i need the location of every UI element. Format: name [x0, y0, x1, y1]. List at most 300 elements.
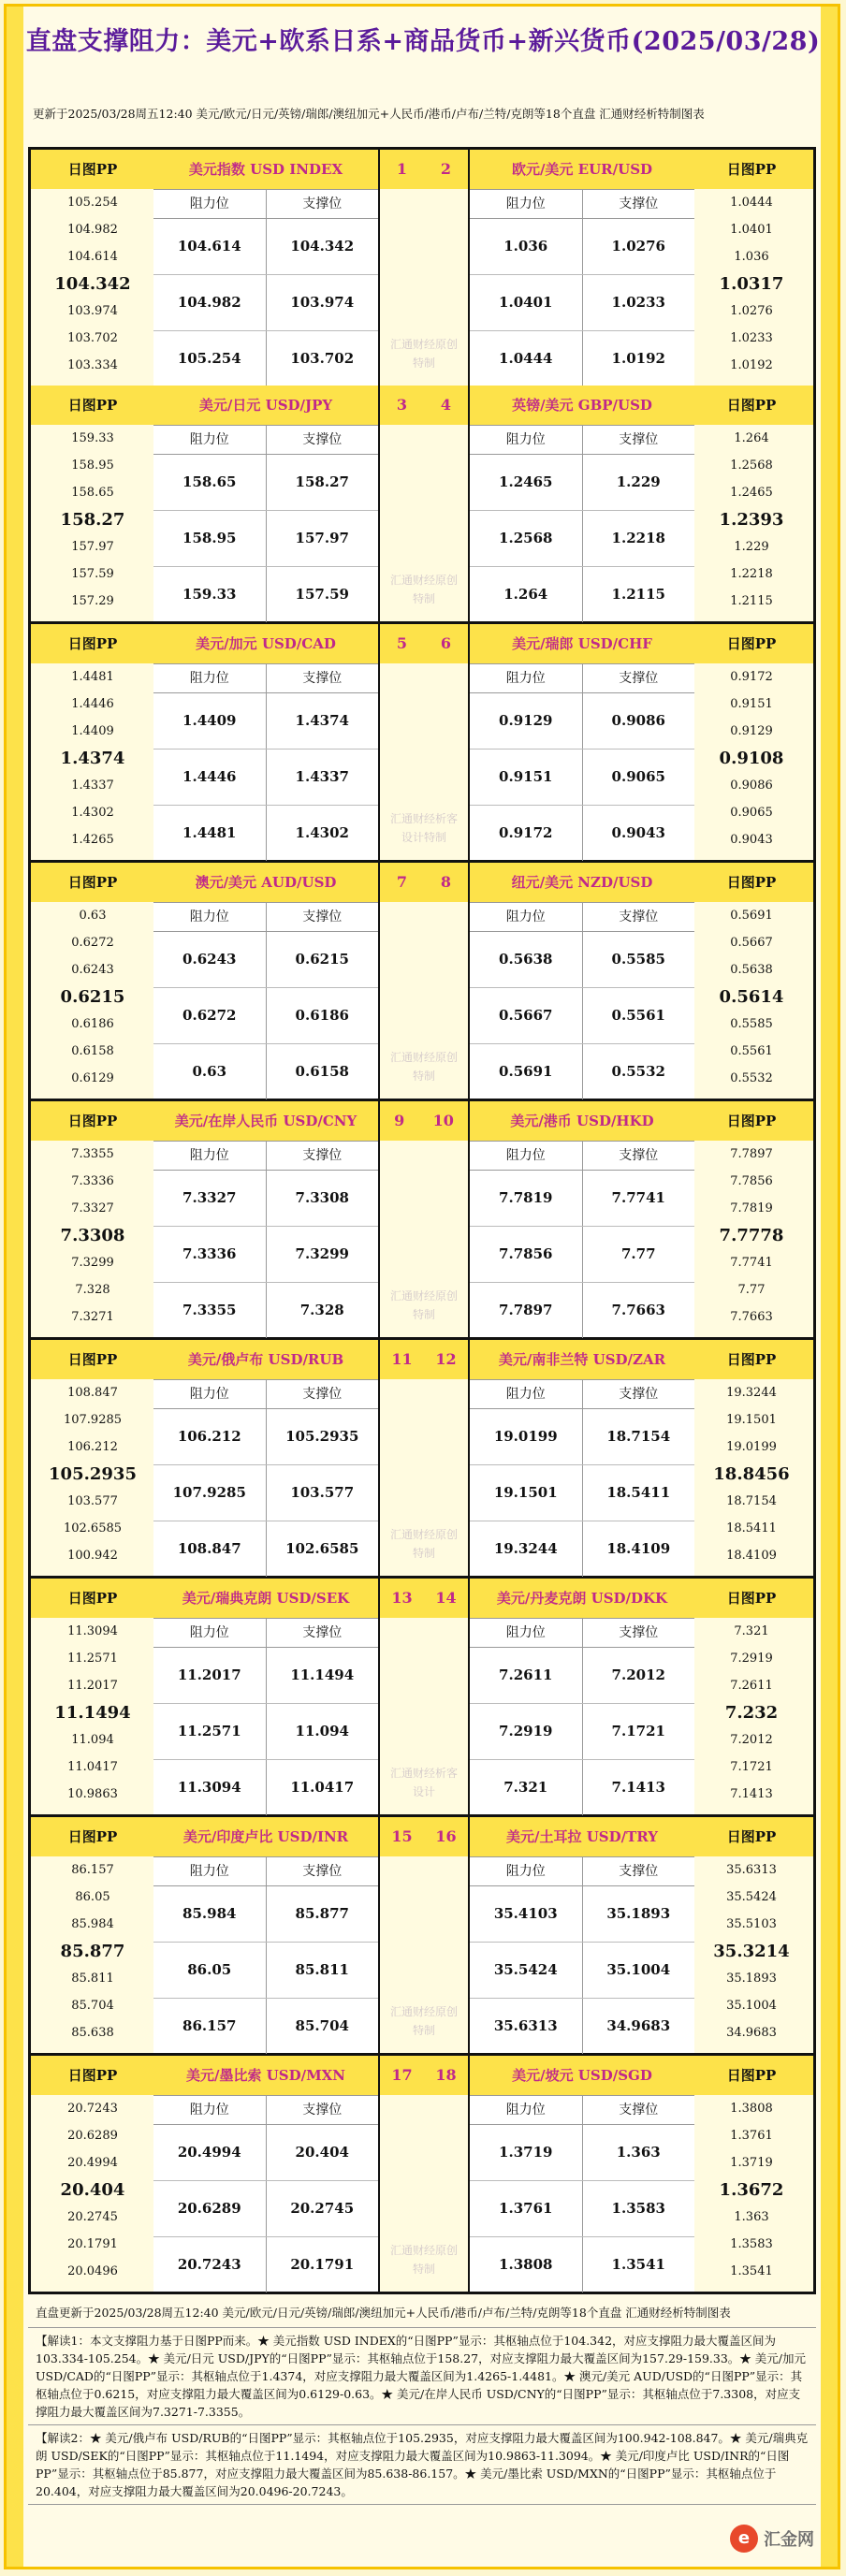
pair-number-right: 16 — [435, 1827, 457, 1845]
pivot-level: 0.9129 — [730, 724, 773, 738]
support-header: 支撑位 — [302, 1864, 343, 1879]
pivot-header: 日图PP — [31, 863, 154, 902]
resistance-value: 1.4481 — [153, 806, 267, 861]
pair-name: 美元/日元 USD/JPY — [153, 386, 378, 426]
resistance-value: 1.4446 — [153, 750, 267, 805]
pivot-level: 85.811 — [71, 1972, 114, 1986]
resistance-value: 86.157 — [153, 1999, 267, 2054]
resistance-value: 35.6313 — [470, 1999, 583, 2054]
resistance-value: 7.7897 — [470, 1283, 583, 1338]
pivot-column — [28, 1579, 156, 1814]
pivot-level: 1.036 — [734, 250, 769, 264]
level-row — [470, 988, 694, 1044]
pivot-level: 1.0444 — [730, 196, 773, 210]
pivot-level: 20.4994 — [67, 2156, 118, 2170]
pair-block — [28, 1340, 816, 1579]
pivot-level: 1.3719 — [730, 2156, 773, 2170]
level-row — [470, 455, 694, 511]
pivot-point: 35.3214 — [713, 1942, 790, 1961]
pair-block — [28, 386, 816, 624]
resistance-value: 7.3355 — [153, 1283, 267, 1338]
resistance-value: 19.3244 — [470, 1521, 583, 1577]
resistance-value: 1.036 — [470, 219, 583, 274]
level-row — [153, 1886, 378, 1943]
support-header: 支撑位 — [619, 2103, 659, 2118]
level-row — [153, 219, 378, 275]
resistance-header: 阻力位 — [153, 426, 267, 454]
pivot-level: 85.704 — [71, 1999, 114, 2013]
resistance-header: 阻力位 — [153, 903, 267, 931]
resistance-value: 7.321 — [470, 1760, 583, 1815]
pivot-level: 7.328 — [75, 1283, 110, 1297]
logo-text: 汇金网 — [764, 2530, 814, 2550]
resistance-value: 11.2017 — [153, 1648, 267, 1703]
pivot-point: 105.2935 — [49, 1464, 137, 1484]
resistance-value: 159.33 — [153, 567, 267, 622]
support-value: 85.811 — [295, 1961, 349, 1978]
support-value: 11.094 — [295, 1723, 349, 1739]
pair-name: 美元/俄卢布 USD/RUB — [153, 1340, 378, 1380]
column-headers — [470, 426, 694, 455]
pivot-level: 35.5103 — [726, 1917, 777, 1931]
explanation-1: 【解读1：本文支撑阻力基于日图PP而来。★ 美元指数 USD INDEX的“日图PP”显示：其枢轴点位于104.342，对应支撑阻力最大覆盖区间为103.334-105.254。★ 美元/日元 USD/JPY的“日图PP”显示：其枢轴点位于158.27，对应支撑阻力最大覆盖区间为157.29-159.33。★ 美元/加元 USD/CAD的“日图PP”显示：其枢轴点位于1.4374，对应支撑阻力最大覆盖区间为1.4265-1.4481。★ 澳元/美元 AUD/USD的“日图PP”显示：其枢轴点位于0.6215，对应支撑阻力最大覆盖区间为0.6129-0.63。★ 美元/在岸人民币 USD/CNY的“日图PP”显示：其枢轴点位于7.3308，对应支撑阻力最大覆盖区间为7.3271-7.3355。 — [28, 2328, 816, 2425]
pivot-header: 日图PP — [31, 386, 154, 425]
support-header: 支撑位 — [302, 2103, 343, 2118]
support-value: 0.6186 — [295, 1007, 349, 1024]
pair-number-right: 4 — [440, 396, 452, 414]
pivot-point: 11.1494 — [54, 1703, 131, 1723]
pair-table — [468, 2056, 694, 2292]
pair-number-right: 18 — [435, 2066, 457, 2084]
pair-number-left: 1 — [396, 160, 408, 178]
resistance-header: 阻力位 — [153, 1619, 267, 1647]
pair-number-right: 8 — [440, 873, 452, 891]
pair-number-left: 11 — [391, 1350, 413, 1368]
pair-number-right: 12 — [435, 1350, 457, 1368]
level-row — [153, 511, 378, 567]
pivot-level: 35.5424 — [726, 1890, 777, 1904]
explanation-2: 【解读2：★ 美元/俄卢布 USD/RUB的“日图PP”显示：其枢轴点位于105.2935，对应支撑阻力最大覆盖区间为100.942-108.847。★ 美元/瑞典克朗 USD/SEK的“日图PP”显示：其枢轴点位于11.1494，对应支撑阻力最大覆盖区间为10.9863-11.3094。★ 美元/印度卢比 USD/INR的“日图PP”显示：其枢轴点位于85.877，对应支撑阻力最大覆盖区间为85.638-86.157。★ 美元/墨比索 USD/MXN的“日图PP”显示：其枢轴点位于20.404，对应支撑阻力最大覆盖区间为20.0496-20.7243。 — [28, 2425, 816, 2505]
pivot-level: 11.3094 — [67, 1624, 118, 1638]
pivot-level: 1.4446 — [71, 697, 114, 711]
pivot-level: 159.33 — [71, 431, 114, 445]
pair-block — [28, 147, 816, 386]
pivot-level: 7.1721 — [730, 1760, 773, 1774]
support-value: 7.2012 — [611, 1666, 665, 1683]
level-row — [470, 1760, 694, 1815]
resistance-header: 阻力位 — [470, 1380, 583, 1408]
pair-name: 美元/瑞典克朗 USD/SEK — [153, 1579, 378, 1619]
support-value: 7.1721 — [611, 1723, 665, 1739]
pivot-level: 7.7663 — [730, 1310, 773, 1324]
pivot-level: 0.6243 — [71, 963, 114, 977]
watermark: 汇通财经原创特制 — [389, 2244, 458, 2276]
pivot-point: 0.5614 — [719, 987, 784, 1007]
support-value: 103.702 — [290, 350, 355, 367]
column-headers — [470, 1857, 694, 1886]
pivot-level: 107.9285 — [63, 1413, 123, 1427]
pivot-level: 0.9151 — [730, 697, 773, 711]
pivot-point: 85.877 — [60, 1942, 125, 1961]
pivot-level: 158.65 — [71, 486, 114, 500]
support-value: 0.9086 — [611, 712, 665, 729]
pivot-level: 0.6129 — [71, 1071, 114, 1085]
pair-name: 美元/港币 USD/HKD — [470, 1101, 694, 1142]
pivot-level: 100.942 — [67, 1549, 118, 1563]
support-value: 20.1791 — [290, 2256, 355, 2273]
pair-table — [153, 2056, 380, 2292]
support-value: 0.5585 — [611, 951, 665, 968]
pivot-level: 85.638 — [71, 2026, 114, 2040]
support-value: 85.877 — [295, 1905, 349, 1922]
level-row — [153, 1171, 378, 1227]
pair-block — [28, 2056, 816, 2294]
pivot-column — [28, 1817, 156, 2053]
middle-column — [380, 1817, 468, 2053]
column-headers — [470, 1142, 694, 1171]
resistance-value: 104.614 — [153, 219, 267, 274]
pivot-column — [688, 1817, 816, 2053]
column-headers — [470, 903, 694, 932]
support-value: 157.97 — [295, 530, 349, 546]
pair-table — [468, 863, 694, 1099]
pivot-level: 0.5691 — [730, 909, 773, 923]
pivot-level: 1.2218 — [730, 567, 773, 581]
resistance-value: 11.3094 — [153, 1760, 267, 1815]
resistance-header: 阻力位 — [470, 426, 583, 454]
level-row — [470, 511, 694, 567]
level-row — [470, 1044, 694, 1099]
support-value: 1.0233 — [611, 294, 665, 311]
footer-update: 直盘更新于2025/03/28周五12:40 美元/欧元/日元/英镑/瑞郎/澳纽加元+人民币/港币/卢布/兰特/克朗等18个直盘 汇通财经析特制图表 — [28, 2302, 816, 2328]
column-headers — [153, 1619, 378, 1648]
pivot-level: 35.1004 — [726, 1999, 777, 2013]
middle-column — [380, 624, 468, 860]
support-value: 0.6215 — [295, 951, 349, 968]
pair-name: 美元/南非兰特 USD/ZAR — [470, 1340, 694, 1380]
level-row — [470, 806, 694, 861]
level-row — [470, 1704, 694, 1760]
level-row — [470, 1886, 694, 1943]
pair-number-left: 15 — [391, 1827, 413, 1845]
pivot-column — [28, 863, 156, 1099]
pivot-header: 日图PP — [690, 1101, 813, 1141]
pair-numbers — [380, 386, 468, 425]
support-header: 支撑位 — [619, 1387, 659, 1402]
resistance-value: 0.9129 — [470, 693, 583, 749]
pivot-column — [28, 1340, 156, 1576]
support-value: 157.59 — [295, 586, 349, 603]
resistance-header: 阻力位 — [470, 903, 583, 931]
pair-table — [468, 150, 694, 386]
page-title: 直盘支撑阻力：美元+欧系日系+商品货币+新兴货币(2025/03/28) — [25, 27, 821, 56]
pivot-level: 103.577 — [67, 1494, 118, 1508]
pivot-column — [688, 150, 816, 386]
pivot-point: 158.27 — [60, 510, 125, 530]
pivot-level: 0.5667 — [730, 936, 773, 950]
resistance-header: 阻力位 — [470, 190, 583, 218]
pivot-level: 0.5532 — [730, 1071, 773, 1085]
pivot-level: 108.847 — [67, 1386, 118, 1400]
pivot-point: 7.232 — [724, 1703, 779, 1723]
pivot-level: 7.3271 — [71, 1310, 114, 1324]
level-row — [153, 932, 378, 988]
resistance-value: 7.7819 — [470, 1171, 583, 1226]
pivot-column — [28, 2056, 156, 2292]
pivot-level: 7.77 — [737, 1283, 766, 1297]
pair-numbers — [380, 2056, 468, 2095]
pivot-level: 0.9043 — [730, 833, 773, 847]
support-value: 1.2218 — [611, 530, 665, 546]
middle-column — [380, 1340, 468, 1576]
pair-name: 美元/印度卢比 USD/INR — [153, 1817, 378, 1857]
resistance-value: 86.05 — [153, 1943, 267, 1998]
resistance-value: 7.2919 — [470, 1704, 583, 1759]
level-row — [470, 1409, 694, 1465]
resistance-value: 108.847 — [153, 1521, 267, 1577]
pivot-level: 7.2919 — [730, 1652, 773, 1666]
column-headers — [153, 1142, 378, 1171]
pair-table — [468, 624, 694, 860]
pivot-level: 11.094 — [71, 1733, 114, 1747]
support-value: 7.77 — [620, 1245, 656, 1262]
pivot-point: 1.3672 — [719, 2180, 784, 2200]
resistance-value: 19.1501 — [470, 1465, 583, 1521]
level-row — [470, 693, 694, 750]
pair-numbers — [380, 624, 468, 663]
watermark: 汇通财经析客设计特制 — [389, 812, 458, 844]
pair-table — [468, 1340, 694, 1576]
column-headers — [153, 190, 378, 219]
resistance-header: 阻力位 — [470, 1857, 583, 1885]
resistance-value: 104.982 — [153, 275, 267, 330]
pivot-level: 7.321 — [734, 1624, 769, 1638]
pair-table — [153, 386, 380, 621]
pair-number-left: 17 — [391, 2066, 413, 2084]
pair-number-right: 10 — [432, 1112, 454, 1129]
logo-icon: e — [730, 2525, 758, 2553]
support-header: 支撑位 — [619, 196, 659, 211]
resistance-value: 1.3761 — [470, 2181, 583, 2236]
middle-column — [380, 1579, 468, 1814]
level-row — [153, 1943, 378, 1999]
level-row — [470, 750, 694, 806]
pivot-header: 日图PP — [690, 386, 813, 425]
pair-number-right: 6 — [440, 634, 452, 652]
support-header: 支撑位 — [302, 910, 343, 924]
level-row — [153, 988, 378, 1044]
pivot-level: 1.264 — [734, 431, 769, 445]
resistance-value: 0.63 — [153, 1044, 267, 1099]
pair-table — [153, 1817, 380, 2053]
pivot-point: 20.404 — [60, 2180, 125, 2200]
support-header: 支撑位 — [302, 1148, 343, 1163]
resistance-value: 20.7243 — [153, 2237, 267, 2292]
pair-numbers — [380, 863, 468, 902]
support-header: 支撑位 — [619, 1864, 659, 1879]
pivot-grid — [28, 147, 816, 2294]
pivot-level: 10.9863 — [67, 1787, 118, 1801]
pivot-level: 158.95 — [71, 458, 114, 473]
level-row — [470, 567, 694, 622]
resistance-value: 7.3336 — [153, 1227, 267, 1282]
level-row — [153, 1409, 378, 1465]
pivot-header: 日图PP — [690, 1340, 813, 1379]
support-value: 7.7663 — [611, 1302, 665, 1318]
pair-block — [28, 1817, 816, 2056]
support-value: 35.1893 — [606, 1905, 671, 1922]
pivot-header: 日图PP — [690, 863, 813, 902]
pivot-level: 0.9172 — [730, 670, 773, 684]
support-value: 103.974 — [290, 294, 355, 311]
support-value: 0.5532 — [611, 1063, 665, 1080]
level-row — [153, 1760, 378, 1815]
column-headers — [153, 903, 378, 932]
pivot-level: 11.0417 — [67, 1760, 118, 1774]
level-row — [470, 1465, 694, 1521]
pair-table — [468, 1579, 694, 1814]
support-header: 支撑位 — [619, 1148, 659, 1163]
resistance-value: 1.3719 — [470, 2125, 583, 2180]
pivot-level: 20.7243 — [67, 2102, 118, 2116]
pivot-level: 7.3355 — [71, 1147, 114, 1161]
pair-name: 英镑/美元 GBP/USD — [470, 386, 694, 426]
level-row — [153, 1227, 378, 1283]
level-row — [470, 932, 694, 988]
support-value: 1.4337 — [295, 768, 349, 785]
support-value: 1.0276 — [611, 238, 665, 255]
resistance-value: 35.5424 — [470, 1943, 583, 1998]
resistance-header: 阻力位 — [470, 664, 583, 692]
support-value: 18.7154 — [606, 1428, 671, 1445]
support-value: 7.3299 — [295, 1245, 349, 1262]
level-row — [470, 1521, 694, 1577]
pivot-level: 20.6289 — [67, 2129, 118, 2143]
resistance-header: 阻力位 — [470, 1619, 583, 1647]
level-row — [153, 1521, 378, 1577]
pivot-column — [688, 1579, 816, 1814]
pivot-point: 0.6215 — [60, 987, 125, 1007]
pivot-level: 1.4481 — [71, 670, 114, 684]
level-row — [153, 275, 378, 331]
resistance-header: 阻力位 — [153, 190, 267, 218]
pivot-point: 1.2393 — [719, 510, 784, 530]
pair-number-left: 13 — [391, 1589, 413, 1607]
level-row — [470, 331, 694, 386]
support-value: 104.342 — [290, 238, 355, 255]
pair-table — [153, 150, 380, 386]
pivot-level: 7.3299 — [71, 1256, 114, 1270]
pair-block — [28, 624, 816, 863]
level-row — [470, 1999, 694, 2054]
pivot-point: 7.3308 — [60, 1226, 125, 1245]
pivot-level: 1.2568 — [730, 458, 773, 473]
middle-column — [380, 1101, 468, 1337]
pair-name: 美元/土耳拉 USD/TRY — [470, 1817, 694, 1857]
level-row — [153, 2181, 378, 2237]
level-row — [153, 1044, 378, 1099]
column-headers — [470, 190, 694, 219]
pivot-level: 86.05 — [75, 1890, 110, 1904]
resistance-value: 1.0444 — [470, 331, 583, 386]
resistance-header: 阻力位 — [470, 1142, 583, 1170]
resistance-value: 1.2465 — [470, 455, 583, 510]
brand-logo — [730, 2525, 814, 2553]
level-row — [153, 331, 378, 386]
support-value: 105.2935 — [285, 1428, 359, 1445]
support-header: 支撑位 — [302, 1387, 343, 1402]
pivot-level: 34.9683 — [726, 2026, 777, 2040]
support-header: 支撑位 — [302, 196, 343, 211]
pivot-header: 日图PP — [690, 150, 813, 189]
pivot-level: 106.212 — [67, 1440, 118, 1454]
middle-column — [380, 150, 468, 386]
pair-name: 美元/瑞郎 USD/CHF — [470, 624, 694, 664]
pivot-header: 日图PP — [690, 624, 813, 663]
pivot-column — [688, 1340, 816, 1576]
level-row — [153, 567, 378, 622]
pivot-point: 104.342 — [54, 274, 131, 294]
pivot-level: 20.2745 — [67, 2210, 118, 2224]
level-row — [470, 1171, 694, 1227]
pair-name: 欧元/美元 EUR/USD — [470, 150, 694, 190]
middle-column — [380, 2056, 468, 2292]
resistance-header: 阻力位 — [153, 2096, 267, 2124]
pair-number-right: 14 — [435, 1589, 457, 1607]
resistance-value: 7.2611 — [470, 1648, 583, 1703]
column-headers — [153, 1380, 378, 1409]
resistance-value: 0.6272 — [153, 988, 267, 1043]
level-row — [153, 455, 378, 511]
pivot-header: 日图PP — [31, 2056, 154, 2095]
pivot-level: 35.6313 — [726, 1863, 777, 1877]
level-row — [153, 1283, 378, 1338]
pair-table — [153, 1101, 380, 1337]
pivot-level: 7.1413 — [730, 1787, 773, 1801]
pivot-level: 104.982 — [67, 223, 118, 237]
pair-table — [468, 386, 694, 621]
resistance-value: 0.5691 — [470, 1044, 583, 1099]
support-value: 1.3583 — [611, 2200, 665, 2217]
resistance-value: 0.5638 — [470, 932, 583, 987]
watermark: 汇通财经原创特制 — [389, 338, 458, 370]
pivot-header: 日图PP — [690, 1817, 813, 1856]
pair-name: 美元/加元 USD/CAD — [153, 624, 378, 664]
pivot-level: 1.3761 — [730, 2129, 773, 2143]
pivot-level: 105.254 — [67, 196, 118, 210]
column-headers — [470, 1380, 694, 1409]
pivot-level: 86.157 — [71, 1863, 114, 1877]
pair-number-right: 2 — [440, 160, 452, 178]
pair-number-left: 5 — [396, 634, 408, 652]
pivot-level: 0.63 — [79, 909, 107, 923]
resistance-header: 阻力位 — [153, 664, 267, 692]
level-row — [470, 1283, 694, 1338]
pivot-column — [688, 1101, 816, 1337]
resistance-value: 85.984 — [153, 1886, 267, 1942]
level-row — [153, 2237, 378, 2292]
support-value: 7.1413 — [611, 1779, 665, 1796]
support-value: 34.9683 — [606, 2017, 671, 2034]
resistance-value: 0.5667 — [470, 988, 583, 1043]
pair-name: 美元/在岸人民币 USD/CNY — [153, 1101, 378, 1142]
pivot-level: 7.3336 — [71, 1174, 114, 1188]
support-value: 102.6585 — [285, 1540, 359, 1557]
pivot-level: 0.6158 — [71, 1044, 114, 1058]
support-value: 35.1004 — [606, 1961, 671, 1978]
support-header: 支撑位 — [619, 910, 659, 924]
pivot-level: 1.0233 — [730, 331, 773, 345]
